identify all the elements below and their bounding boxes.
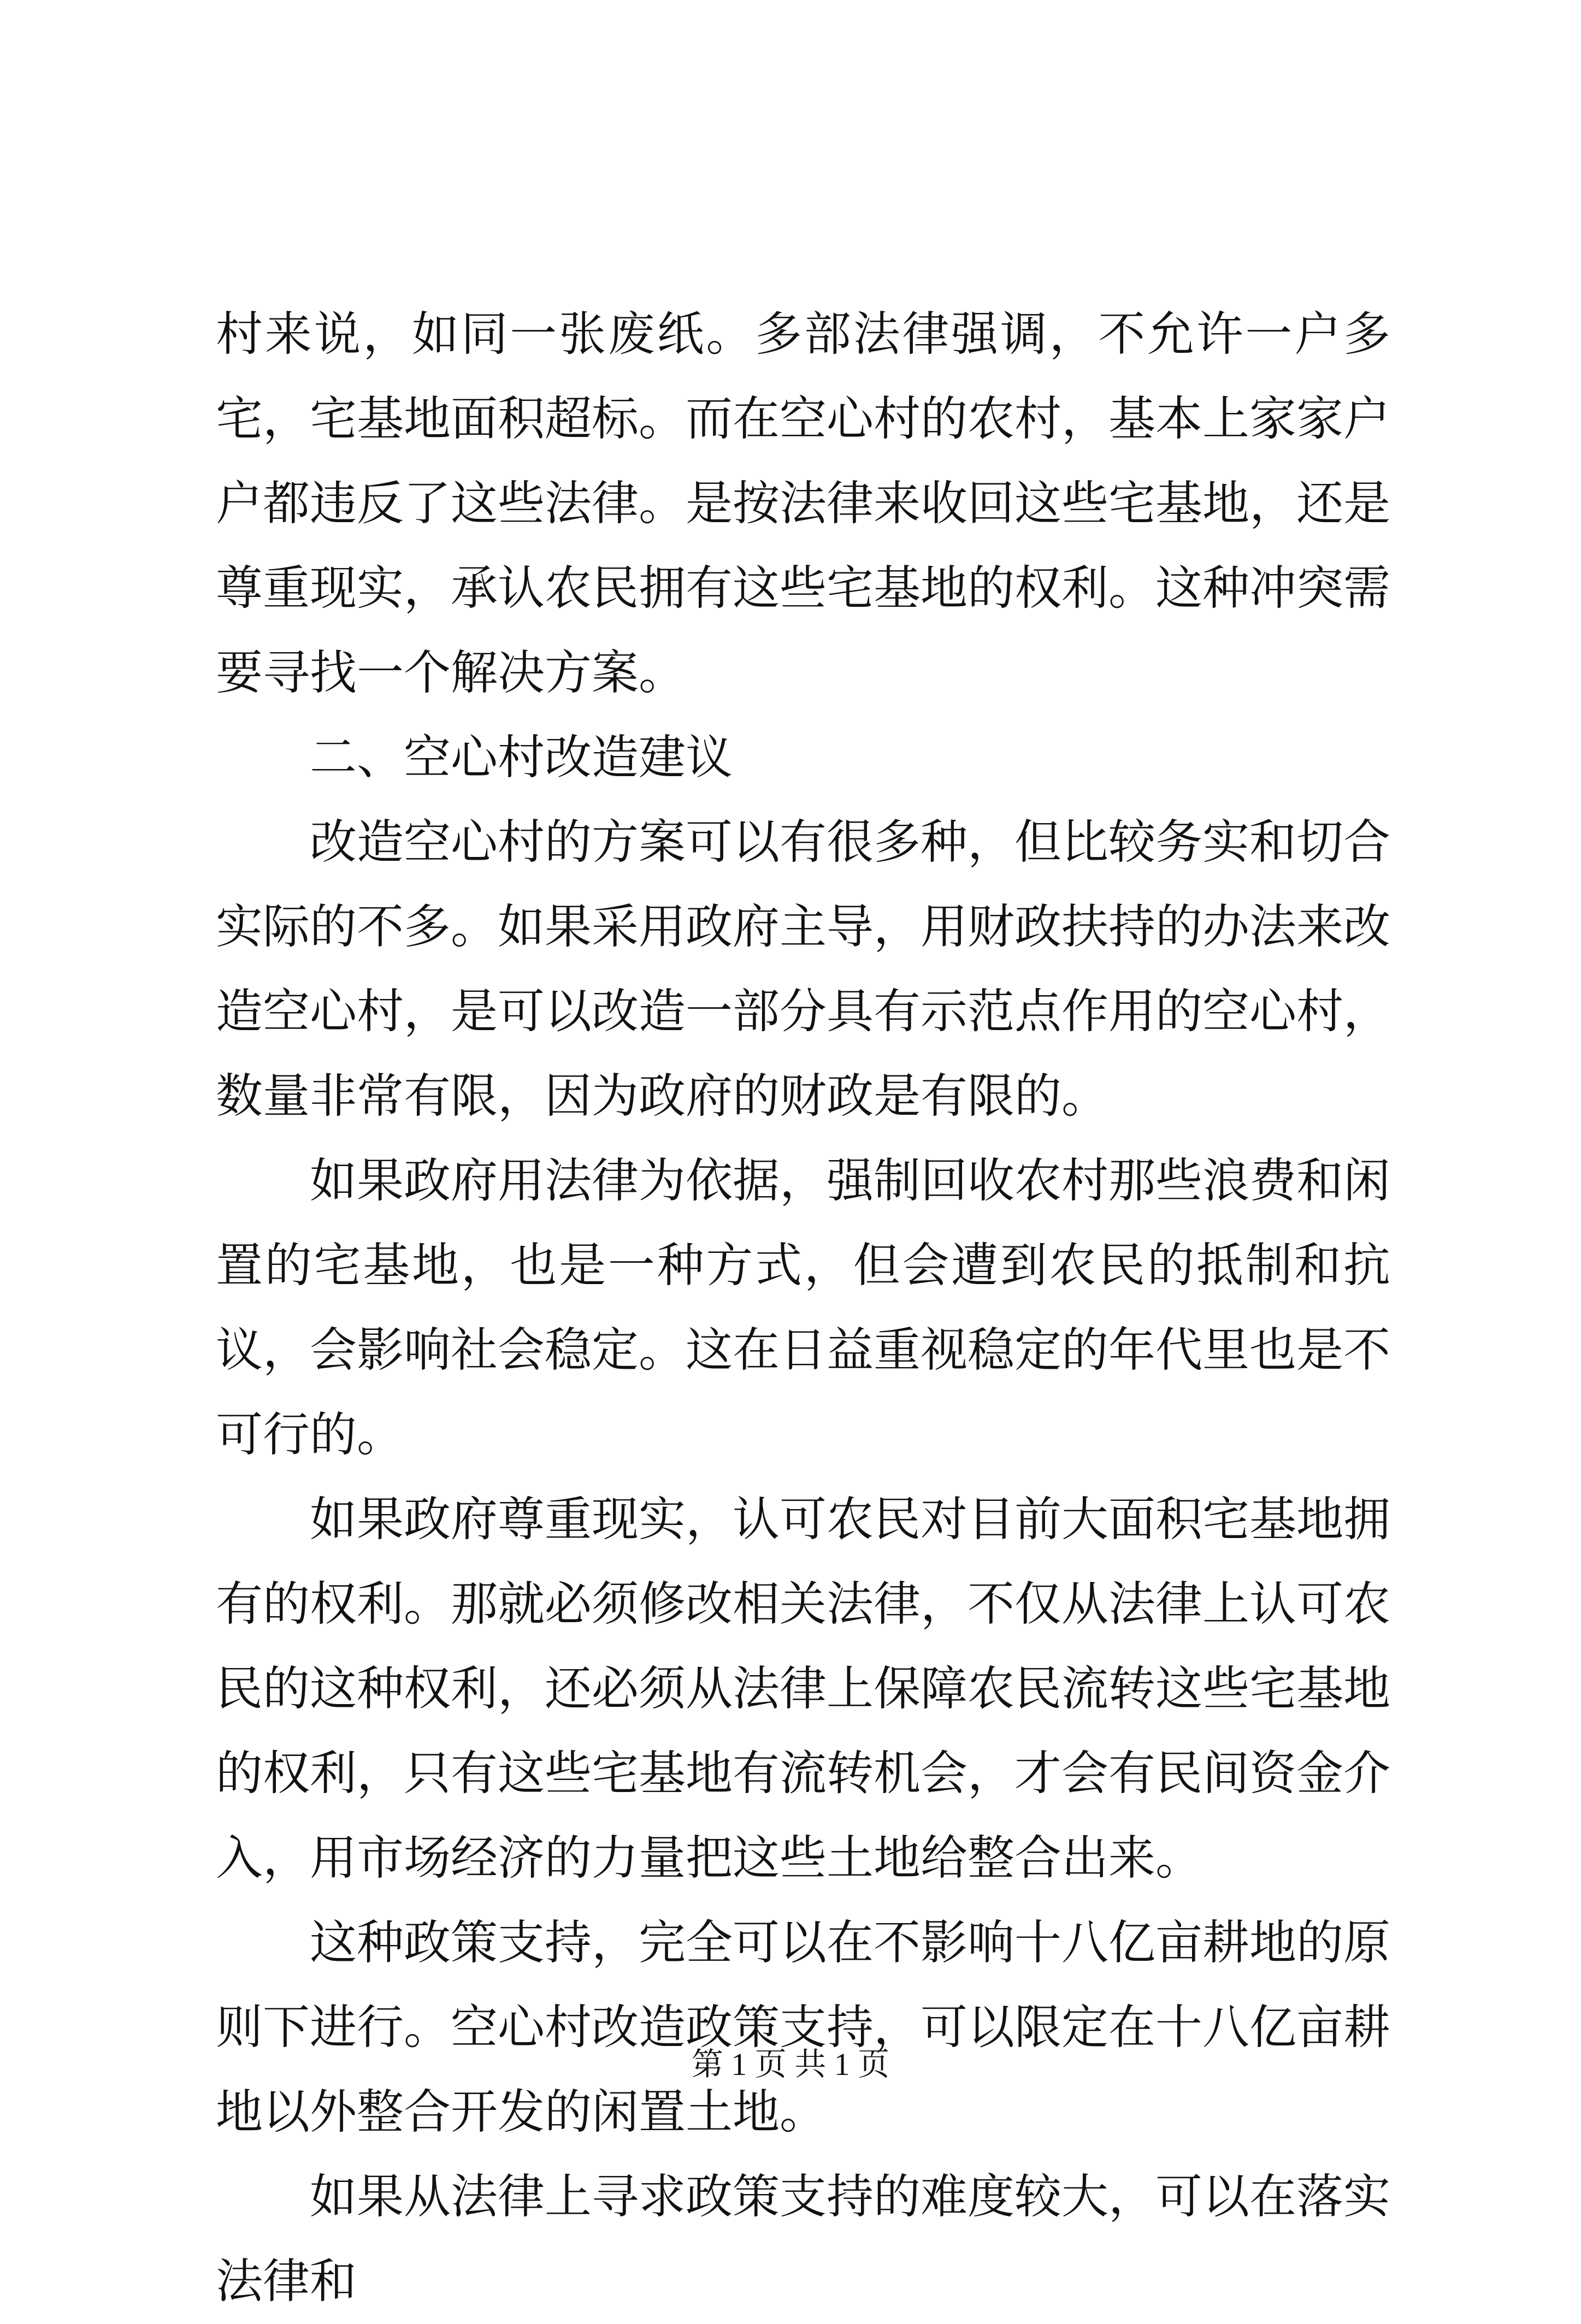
paragraph: 如果政府尊重现实，认可农民对目前大面积宅基地拥有的权利。那就必须修改相关法律，不仅从法律上认可农民的这种权利，还必须从法律上保障农民流转这些宅基地的权利，只有这些宅基地有流转机会，才会有民间资金介入，用市场经济的力量把这些土地给整合出来。 [216,1492,1390,1885]
paragraph-continuation: 村来说，如同一张废纸。多部法律强调，不允许一户多宅，宅基地面积超标。而在空心村的农村，基本上家家户户都违反了这些法律。是按法律来收回这些宅基地，还是尊重现实，承认农民拥有这些宅基地的权利。这种冲突需要寻找一个解决方案。 [216,307,1390,700]
page-number-label: 第 1 页 共 1 页 [691,2047,890,2082]
paragraph: 改造空心村的方案可以有很多种，但比较务实和切合实际的不多。如果采用政府主导，用财政扶持的办法来改造空心村，是可以改造一部分具有示范点作用的空心村，数量非常有限，因为政府的财政是有限的。 [216,815,1390,1123]
document-body [216,292,1390,2324]
paragraph: 这种政策支持，完全可以在不影响十八亿亩耕地的原则下进行。空心村改造政策支持，可以限定在十八亿亩耕地以外整合开发的闲置土地。 [216,1915,1390,2139]
page-footer [0,2043,1581,2086]
paragraph: 如果政府用法律为依据，强制回收农村那些浪费和闲置的宅基地，也是一种方式，但会遭到农民的抵制和抗议，会影响社会稳定。这在日益重视稳定的年代里也是不可行的。 [216,1154,1390,1462]
paragraph: 如果从法律上寻求政策支持的难度较大，可以在落实法律和 [216,2169,1390,2309]
section-heading: 二、空心村改造建议 [310,730,733,785]
